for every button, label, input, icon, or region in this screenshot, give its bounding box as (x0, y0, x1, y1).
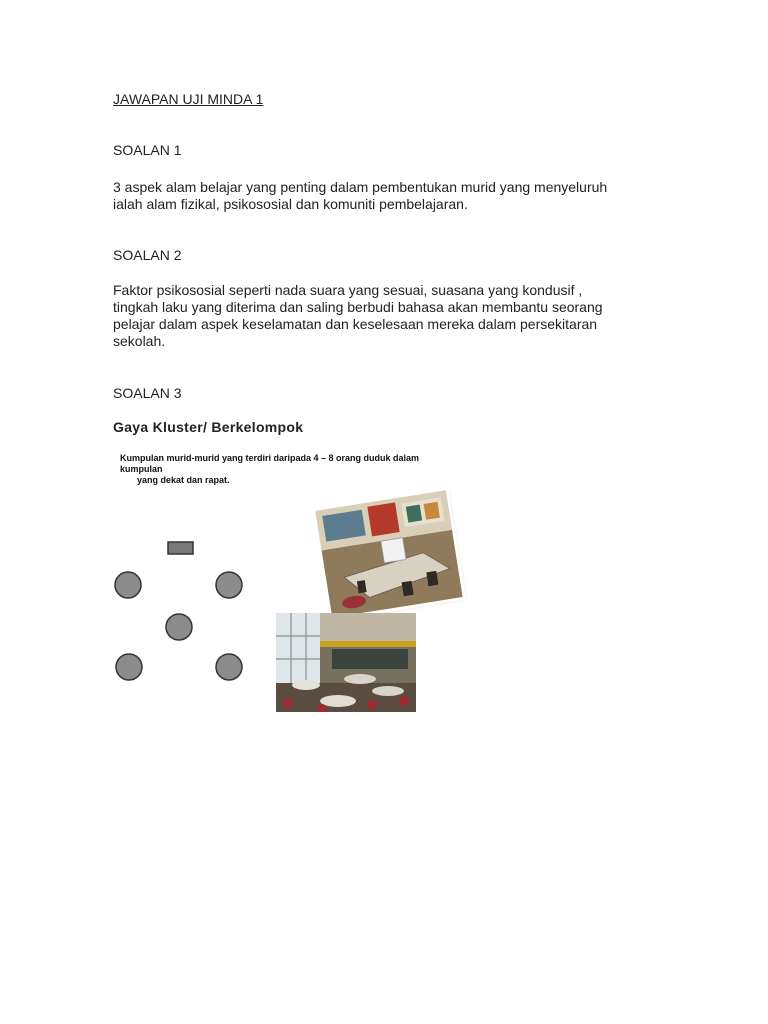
question-1-heading: SOALAN 1 (113, 142, 182, 158)
caption-line: yang dekat dan rapat. (137, 475, 230, 485)
seating-style-title: Gaya Kluster/ Berkelompok (113, 419, 304, 435)
answer-line: tingkah laku yang diterima dan saling berbudi bahasa akan membantu seorang (113, 299, 603, 315)
classroom-photo-1 (315, 490, 462, 617)
answer-line: ialah alam fizikal, psikososial dan komuniti pembelajaran. (113, 196, 468, 212)
answer-line: Faktor psikososial seperti nada suara yang sesuai, suasana yang kondusif , (113, 282, 583, 298)
group-table (116, 654, 142, 680)
question-2-heading: SOALAN 2 (113, 247, 182, 263)
question-2-answer (113, 282, 673, 350)
group-table (115, 572, 141, 598)
group-table (216, 572, 242, 598)
question-3-heading: SOALAN 3 (113, 385, 182, 401)
group-table (166, 614, 192, 640)
seating-style-caption (120, 453, 460, 486)
classroom-photo-2 (276, 613, 416, 712)
answer-line: 3 aspek alam belajar yang penting dalam pembentukan murid yang menyeluruh (113, 179, 608, 195)
answer-line: pelajar dalam aspek keselamatan dan keselesaan mereka dalam persekitaran (113, 316, 598, 332)
cluster-seating-diagram (113, 540, 245, 685)
teacher-desk (168, 542, 193, 554)
answer-line: sekolah. (113, 333, 166, 349)
group-table (216, 654, 242, 680)
question-1-answer (113, 179, 673, 213)
document-title: JAWAPAN UJI MINDA 1 (113, 91, 264, 107)
caption-line: Kumpulan murid-murid yang terdiri daripada 4 – 8 orang duduk dalam kumpulan (120, 453, 420, 474)
